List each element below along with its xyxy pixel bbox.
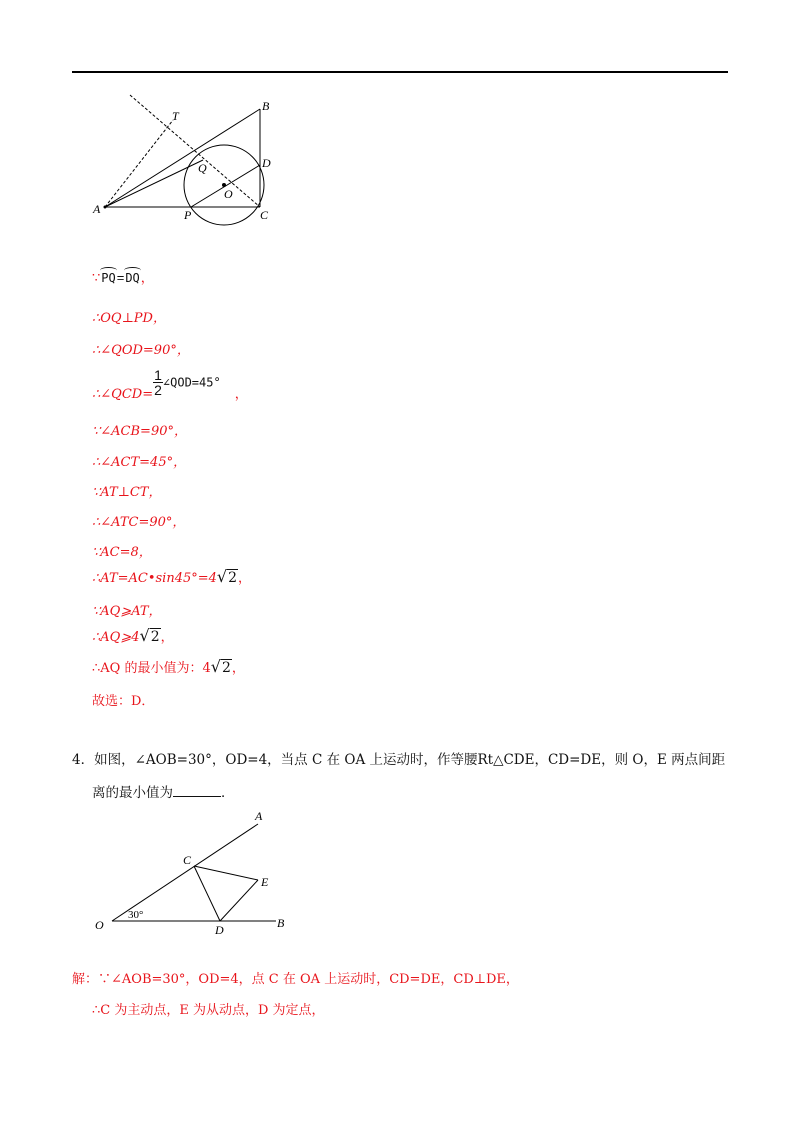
geometry-figure-1 xyxy=(88,90,288,230)
solution3-line-7: ∵AT⊥CT， xyxy=(92,485,162,500)
label-D: D xyxy=(262,156,271,170)
because-symbol: ∵ xyxy=(92,271,101,286)
solution3-line-12 xyxy=(92,626,174,645)
comma: ， xyxy=(238,571,252,586)
min-value-prefix: ∴AQ 的最小值为：4 xyxy=(92,661,211,676)
equals: = xyxy=(116,270,125,285)
aq-prefix: ∴AQ⩾4 xyxy=(92,630,140,645)
qcd-prefix: ∴∠QCD= xyxy=(92,387,154,402)
arc-pq: PQ xyxy=(101,271,116,285)
solution4-line-2: ∴C 为主动点，E 为从动点，D 为定点， xyxy=(92,1003,325,1018)
solution3-line-3: ∴∠QOD=90°， xyxy=(92,343,190,358)
answer-blank xyxy=(173,784,221,797)
header-rule xyxy=(72,71,728,73)
label-D: D xyxy=(215,923,224,937)
radicand: 2 xyxy=(221,660,231,676)
solution3-line-1 xyxy=(92,267,154,286)
question4-line-2 xyxy=(92,781,235,801)
geometry-figure-2 xyxy=(90,805,300,940)
fraction-denominator: 2 xyxy=(154,382,162,398)
solution3-line-13 xyxy=(92,657,245,676)
label-E: E xyxy=(261,875,269,889)
label-C: C xyxy=(183,853,192,867)
comma: ， xyxy=(231,661,245,676)
label-P: P xyxy=(184,208,192,222)
label-A: A xyxy=(93,202,101,216)
label-O: O xyxy=(95,918,104,932)
sqrt-2: √2 xyxy=(216,567,238,586)
solution3-line-9: ∵AC=8， xyxy=(92,545,152,560)
solution3-line-11: ∵AQ⩾AT， xyxy=(92,604,162,619)
label-B: B xyxy=(277,916,285,930)
label-B: B xyxy=(262,99,270,113)
question4-text: 离的最小值为 xyxy=(92,785,173,801)
comma: ， xyxy=(140,271,154,286)
solution3-line-2: ∴OQ⊥PD， xyxy=(92,311,166,326)
radicand: 2 xyxy=(150,629,160,645)
comma: ， xyxy=(234,387,248,402)
period: ． xyxy=(221,785,235,801)
qod-45: ∠QOD=45° xyxy=(162,375,221,390)
question4-line-1: 4．如图，∠AOB=30°，OD=4，当点 C 在 OA 上运动时，作等腰Rt△CDE，CD=DE，则 O，E 两点间距 xyxy=(72,752,726,768)
solution3-line-6: ∴∠ACT=45°， xyxy=(92,455,187,470)
sqrt-2: √2 xyxy=(210,657,231,676)
label-O: O xyxy=(224,187,233,201)
label-C: C xyxy=(260,208,269,222)
solution4-line-1: 解：∵∠AOB=30°，OD=4，点 C 在 OA 上运动时，CD=DE，CD⊥DE， xyxy=(72,972,519,987)
comma: ， xyxy=(160,630,174,645)
solution3-line-10 xyxy=(92,567,251,586)
fraction-numerator: 1 xyxy=(154,367,162,383)
radicand: 2 xyxy=(228,570,238,586)
at-prefix: ∴AT=AC•sin45°=4 xyxy=(92,571,217,586)
solution3-line-8: ∴∠ATC=90°， xyxy=(92,515,186,530)
solution3-line-4 xyxy=(92,367,248,402)
label-Q: Q xyxy=(198,161,207,175)
label-A: A xyxy=(255,809,263,823)
label-angle-30: 30° xyxy=(128,909,144,921)
figure-2-svg xyxy=(90,805,300,940)
solution3-line-5: ∵∠ACB=90°， xyxy=(92,424,187,439)
solution3-answer: 故选：D． xyxy=(92,694,155,709)
figure-1-svg xyxy=(88,90,288,230)
fraction-half xyxy=(153,368,163,397)
sqrt-2: √2 xyxy=(139,626,160,645)
label-T: T xyxy=(172,109,179,123)
arc-dq: DQ xyxy=(125,271,140,285)
